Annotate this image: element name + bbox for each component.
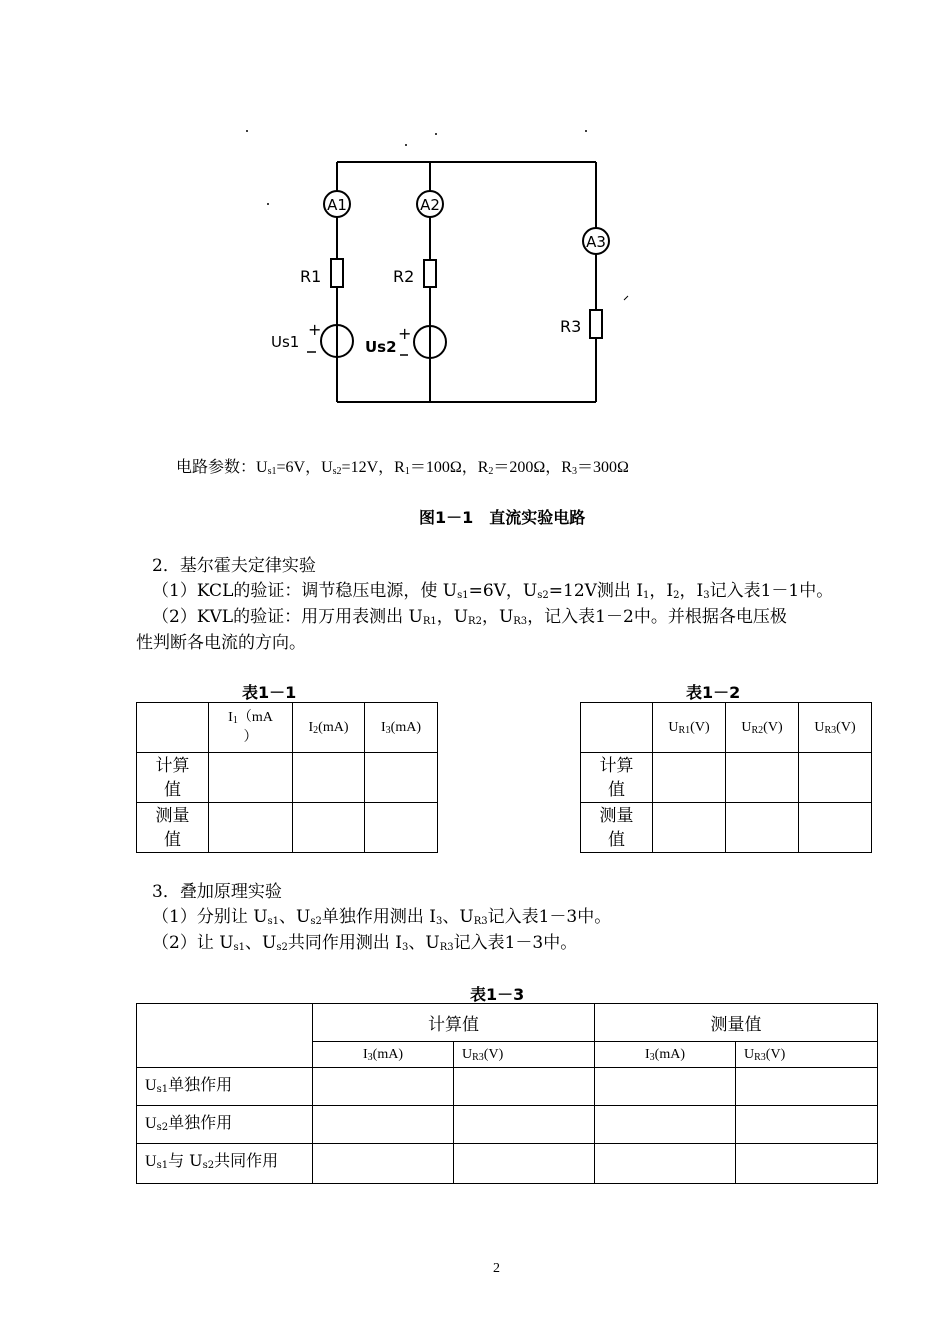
table3-group-calculated: 计算值 bbox=[313, 1004, 595, 1042]
table1-header-i3: $I_3(mA)$ bbox=[365, 703, 438, 753]
circuit-parameters: 电路参数：$U_{s1}=6V$，$U_{s2}=12V$，$R_1=100\Omega$，$R_2=200\Omega$，$R_3=300\Omega$ bbox=[176, 459, 629, 477]
label-r2: R2 bbox=[393, 267, 415, 286]
table2-cell[interactable] bbox=[726, 753, 799, 803]
voltage-source-us2 bbox=[398, 324, 446, 358]
svg-text:+: + bbox=[308, 320, 322, 339]
table1 bbox=[136, 702, 438, 853]
table3-header-ur3-calc: $U_{R3}(V)$ bbox=[454, 1042, 595, 1068]
table2-header-ur2: $U_{R2}(V)$ bbox=[726, 703, 799, 753]
table3-cell[interactable] bbox=[736, 1144, 878, 1184]
resistor-r2 bbox=[424, 260, 436, 287]
table3-cell[interactable] bbox=[313, 1068, 454, 1106]
table2-corner bbox=[581, 703, 653, 753]
table1-cell[interactable] bbox=[293, 803, 365, 853]
table2 bbox=[580, 702, 872, 853]
svg-text:A3: A3 bbox=[586, 233, 606, 251]
table2-cell[interactable] bbox=[799, 803, 872, 853]
table1-cell[interactable] bbox=[365, 803, 438, 853]
table2-header-ur1: $U_{R1}(V)$ bbox=[653, 703, 726, 753]
section2-kvl-line2: 性判断各电流的方向。 bbox=[136, 633, 306, 653]
svg-text:+: + bbox=[398, 324, 412, 343]
label-r3: R3 bbox=[560, 317, 582, 336]
table3-cell[interactable] bbox=[313, 1144, 454, 1184]
section3-line2: （2）让 $U_{s1}$、$U_{s2}$共同作用测出 $I_3$、$U_{R3}$记入表1－3中。 bbox=[152, 933, 578, 953]
section2-kcl: （1）KCL的验证：调节稳压电源，使 $U_{s1}=6V$，$U_{s2}=12V$测出 $I_1$，$I_2$，$I_3$记入表1－1中。 bbox=[152, 581, 834, 601]
svg-text:A2: A2 bbox=[420, 196, 440, 214]
table3-row-us1: $U_{s1}$单独作用 bbox=[137, 1068, 313, 1106]
table3-cell[interactable] bbox=[454, 1106, 595, 1144]
section2-title: 2．基尔霍夫定律实验 bbox=[152, 556, 316, 576]
table1-cell[interactable] bbox=[293, 753, 365, 803]
resistor-r3 bbox=[590, 310, 602, 338]
figure-caption: 图1－1 直流实验电路 bbox=[419, 508, 586, 527]
table2-cell[interactable] bbox=[653, 753, 726, 803]
table1-cell[interactable] bbox=[209, 803, 293, 853]
table1-row-calculated: 计算 值 bbox=[137, 753, 209, 803]
table2-cell[interactable] bbox=[799, 753, 872, 803]
table2-cell[interactable] bbox=[726, 803, 799, 853]
table1-cell[interactable] bbox=[209, 753, 293, 803]
table3-cell[interactable] bbox=[595, 1106, 736, 1144]
section2-kvl: （2）KVL的验证：用万用表测出 $U_{R1}$，$U_{R2}$，$U_{R3}$，记入表1－2中。并根据各电压极 bbox=[152, 607, 787, 627]
table3-cell[interactable] bbox=[313, 1106, 454, 1144]
svg-text:A1: A1 bbox=[327, 196, 347, 214]
table3-cell[interactable] bbox=[736, 1106, 878, 1144]
table3-corner bbox=[137, 1004, 313, 1068]
table2-row-calculated: 计算 值 bbox=[581, 753, 653, 803]
table1-row-measured: 测量 值 bbox=[137, 803, 209, 853]
label-r1: R1 bbox=[300, 267, 322, 286]
section3-title: 3．叠加原理实验 bbox=[152, 882, 282, 902]
resistor-r1 bbox=[331, 259, 343, 287]
table3-caption: 表1－3 bbox=[470, 985, 525, 1004]
label-us2: Us2 bbox=[365, 338, 397, 356]
table3 bbox=[136, 1003, 878, 1184]
table3-header-i3-meas: $I_3(mA)$ bbox=[595, 1042, 736, 1068]
table2-row-measured: 测量 值 bbox=[581, 803, 653, 853]
ammeter-a3 bbox=[583, 228, 609, 254]
page-number: 2 bbox=[493, 1261, 500, 1276]
table1-header-i2: $I_2(mA)$ bbox=[293, 703, 365, 753]
table3-cell[interactable] bbox=[454, 1144, 595, 1184]
table2-cell[interactable] bbox=[653, 803, 726, 853]
table1-header-i1: $I_1(mA$ ） bbox=[209, 703, 293, 753]
ammeter-a1 bbox=[324, 191, 350, 217]
table3-header-ur3-meas: $U_{R3}(V)$ bbox=[736, 1042, 878, 1068]
table3-cell[interactable] bbox=[736, 1068, 878, 1106]
circuit-diagram bbox=[0, 0, 950, 430]
ammeter-a2 bbox=[417, 191, 443, 217]
section3-line1: （1）分别让 $U_{s1}$、$U_{s2}$单独作用测出 $I_3$、$U_{R3}$记入表1－3中。 bbox=[152, 907, 612, 927]
table3-header-i3-calc: $I_3(mA)$ bbox=[313, 1042, 454, 1068]
table3-group-measured: 测量值 bbox=[595, 1004, 878, 1042]
table1-caption: 表1－1 bbox=[242, 683, 297, 702]
table3-cell[interactable] bbox=[454, 1068, 595, 1106]
table2-header-ur3: $U_{R3}(V)$ bbox=[799, 703, 872, 753]
table3-cell[interactable] bbox=[595, 1144, 736, 1184]
table3-cell[interactable] bbox=[595, 1068, 736, 1106]
voltage-source-us1 bbox=[307, 320, 353, 357]
table3-row-us2: $U_{s2}$单独作用 bbox=[137, 1106, 313, 1144]
table3-row-combined: $U_{s1}$与 $U_{s2}$共同作用 bbox=[137, 1144, 313, 1184]
table1-cell[interactable] bbox=[365, 753, 438, 803]
table2-caption: 表1－2 bbox=[686, 683, 741, 702]
table1-corner bbox=[137, 703, 209, 753]
label-us1: Us1 bbox=[271, 333, 300, 351]
